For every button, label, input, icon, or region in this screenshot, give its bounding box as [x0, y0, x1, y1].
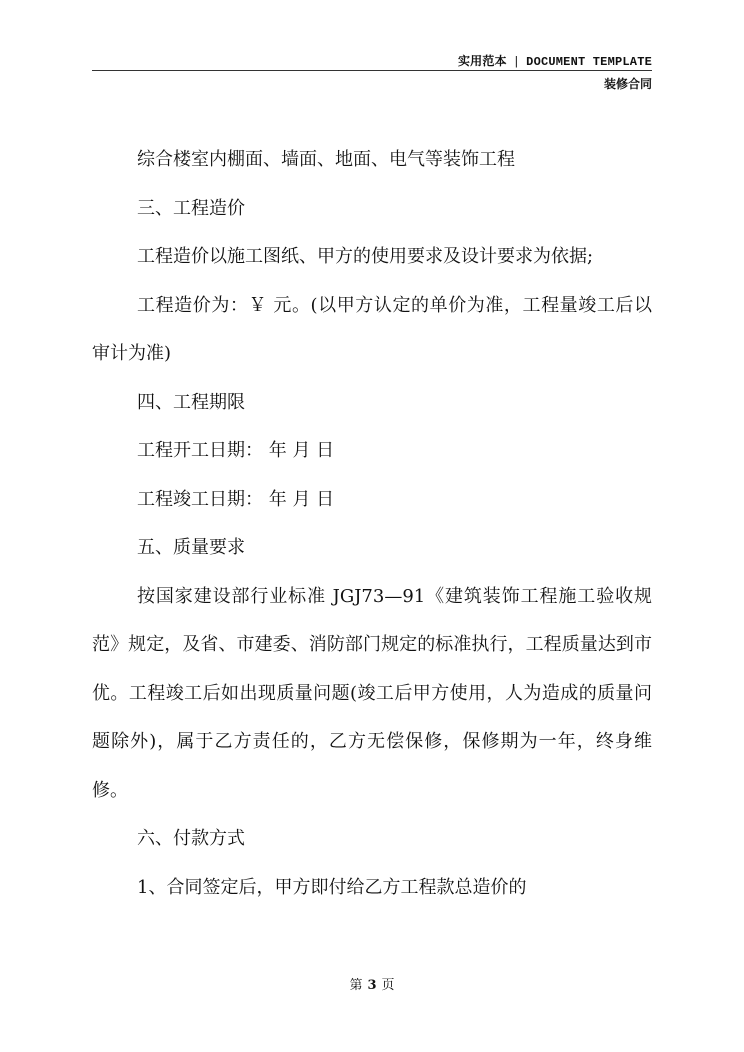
page-footer [0, 974, 744, 993]
header-separator: | [512, 55, 521, 69]
paragraph-cost-amount: 工程造价为：￥ 元。(以甲方认定的单价为准，工程量竣工后以审计为准) [92, 294, 652, 364]
paragraph-start-date: 工程开工日期： 年 月 日 [137, 440, 335, 461]
header-title-line [458, 52, 652, 69]
page-number: 3 [367, 978, 377, 993]
paragraph-payment-first: 1、合同签定后，甲方即付给乙方工程款总造价的 [137, 876, 527, 898]
footer-prefix: 第 [349, 978, 363, 993]
paragraph-project-scope: 综合楼室内棚面、墙面、地面、电气等装饰工程 [137, 149, 515, 170]
section-heading-project-period: 四、工程期限 [137, 391, 245, 413]
header-title: 实用范本 [457, 55, 507, 69]
paragraph-cost-basis: 工程造价以施工图纸、甲方的使用要求及设计要求为依据; [137, 246, 594, 267]
document-body [92, 136, 652, 912]
header-subtitle: DOCUMENT TEMPLATE [526, 55, 652, 69]
section-heading-quality: 五、质量要求 [137, 537, 245, 558]
section-heading-project-cost: 三、工程造价 [137, 197, 245, 219]
section-heading-payment: 六、付款方式 [137, 828, 245, 849]
page-header [92, 52, 652, 92]
header-doc-type: 装修合同 [603, 77, 652, 91]
paragraph-completion-date: 工程竣工日期： 年 月 日 [137, 488, 335, 510]
footer-suffix: 页 [381, 978, 395, 993]
paragraph-quality-standard: 按国家建设部行业标准 JGJ73—91《建筑装饰工程施工验收规范》规定，及省、市建委、消防部门规定的标准执行，工程质量达到市优。工程竣工后如出现质量问题(竣工后甲方使用，人为造成的质量问题除外)，属于乙方责任的，乙方无偿保修，保修期为一年，终身维修。 [92, 585, 652, 801]
header-divider [92, 70, 652, 71]
